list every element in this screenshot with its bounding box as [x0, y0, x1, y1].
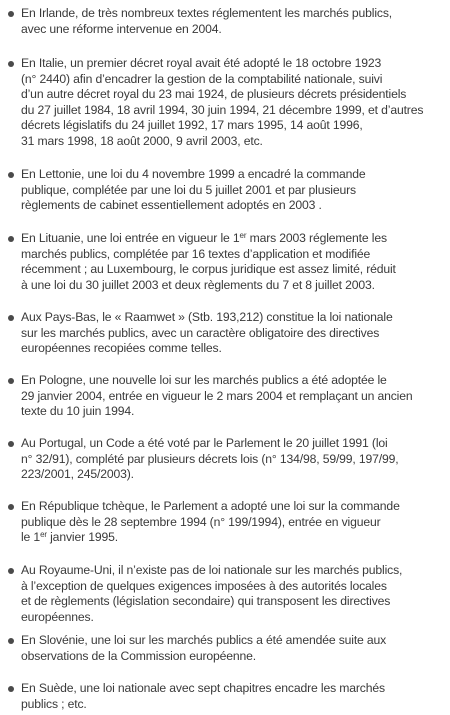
bullet-icon	[8, 638, 14, 644]
list-item-text: Aux Pays-Bas, le « Raamwet » (Stb. 193,212) constitue la loi nationale sur les marchés publics, avec un caractère obligatoire des directives européennes recopiées comme telles.	[21, 310, 393, 355]
list-item-text: Au Portugal, un Code a été voté par le Parlement le 20 juillet 1991 (loi n° 32/91), complété par plusieurs décrets lois (n° 134/98, 59/99, 197/99, 223/2001, 245/2003).	[21, 436, 399, 481]
list-item-text: En Irlande, de très nombreux textes réglementent les marchés publics, avec une réforme intervenue en 2004.	[21, 6, 393, 36]
bullet-icon	[8, 11, 14, 17]
list-item-text: En République tchèque, le Parlement a adopté une loi sur la commande publique dès le 28 septembre 1994 (n° 199/1994), entrée en vigueur le 1er janvier 1995.	[21, 499, 400, 544]
list-item-czech-republic	[8, 499, 448, 546]
bullet-icon	[8, 378, 14, 384]
bullet-icon	[8, 504, 14, 510]
list-item-text: En Lettonie, une loi du 4 novembre 1999 a encadré la commande publique, complétée par une loi du 5 juillet 2001 et par plusieurs règlements de cabinet essentiellement adoptés en 2003 .	[21, 167, 366, 212]
bullet-icon	[8, 315, 14, 321]
list-item-sweden	[8, 681, 448, 712]
bullet-icon	[8, 441, 14, 447]
list-item-text: En Lituanie, une loi entrée en vigueur le 1er mars 2003 réglemente les marchés publics, complétée par 16 textes d’application et modifiée récemment ; au Luxembourg, le corpus juridique est assez limité, réduit à une loi du 30 juillet 2003 et deux règlements du 7 et 8 juillet 2003.	[21, 231, 396, 292]
list-item-ireland	[8, 6, 448, 37]
list-item-text: En Italie, un premier décret royal avait été adopté le 18 octobre 1923 (n° 2440) afin d’encadrer la gestion de la comptabilité nationale, suivi d’un autre décret royal du 23 mai 1924, de plusieurs décrets présidentiels du 27 juillet 1984, 18 avril 1994, 30 juin 1994, 21 décembre 1999, et d’autres décrets législatifs du 24 juillet 1992, 17 mars 1995, 14 août 1996, 31 mars 1998, 18 août 2000, 9 avril 2003, etc.	[21, 56, 424, 148]
list-item-united-kingdom	[8, 563, 448, 625]
bullet-icon	[8, 568, 14, 574]
list-item-lithuania	[8, 231, 448, 293]
bullet-icon	[8, 686, 14, 692]
list-item-italy	[8, 56, 448, 149]
list-item-text: En Pologne, une nouvelle loi sur les marchés publics a été adoptée le 29 janvier 2004, entrée en vigueur le 2 mars 2004 et remplaçant un ancien texte du 10 juin 1994.	[21, 373, 413, 418]
list-item-slovenia	[8, 633, 448, 664]
list-item-text: En Suède, une loi nationale avec sept chapitres encadre les marchés publics ; etc.	[21, 681, 385, 711]
list-item-text: Au Royaume-Uni, il n’existe pas de loi nationale sur les marchés publics, à l’exception de quelques exigences imposées à des autorités locales et de règlements (législation secondaire) qui transposent les directives européennes.	[21, 563, 403, 624]
list-item-text: En Slovénie, une loi sur les marchés publics a été amendée suite aux observations de la Commission européenne.	[21, 633, 387, 663]
bullet-icon	[8, 172, 14, 178]
list-item-poland	[8, 373, 448, 420]
list-item-latvia	[8, 167, 448, 214]
list-item-netherlands	[8, 310, 448, 357]
bullet-icon	[8, 61, 14, 67]
list-item-portugal	[8, 436, 448, 483]
bullet-icon	[8, 236, 14, 242]
